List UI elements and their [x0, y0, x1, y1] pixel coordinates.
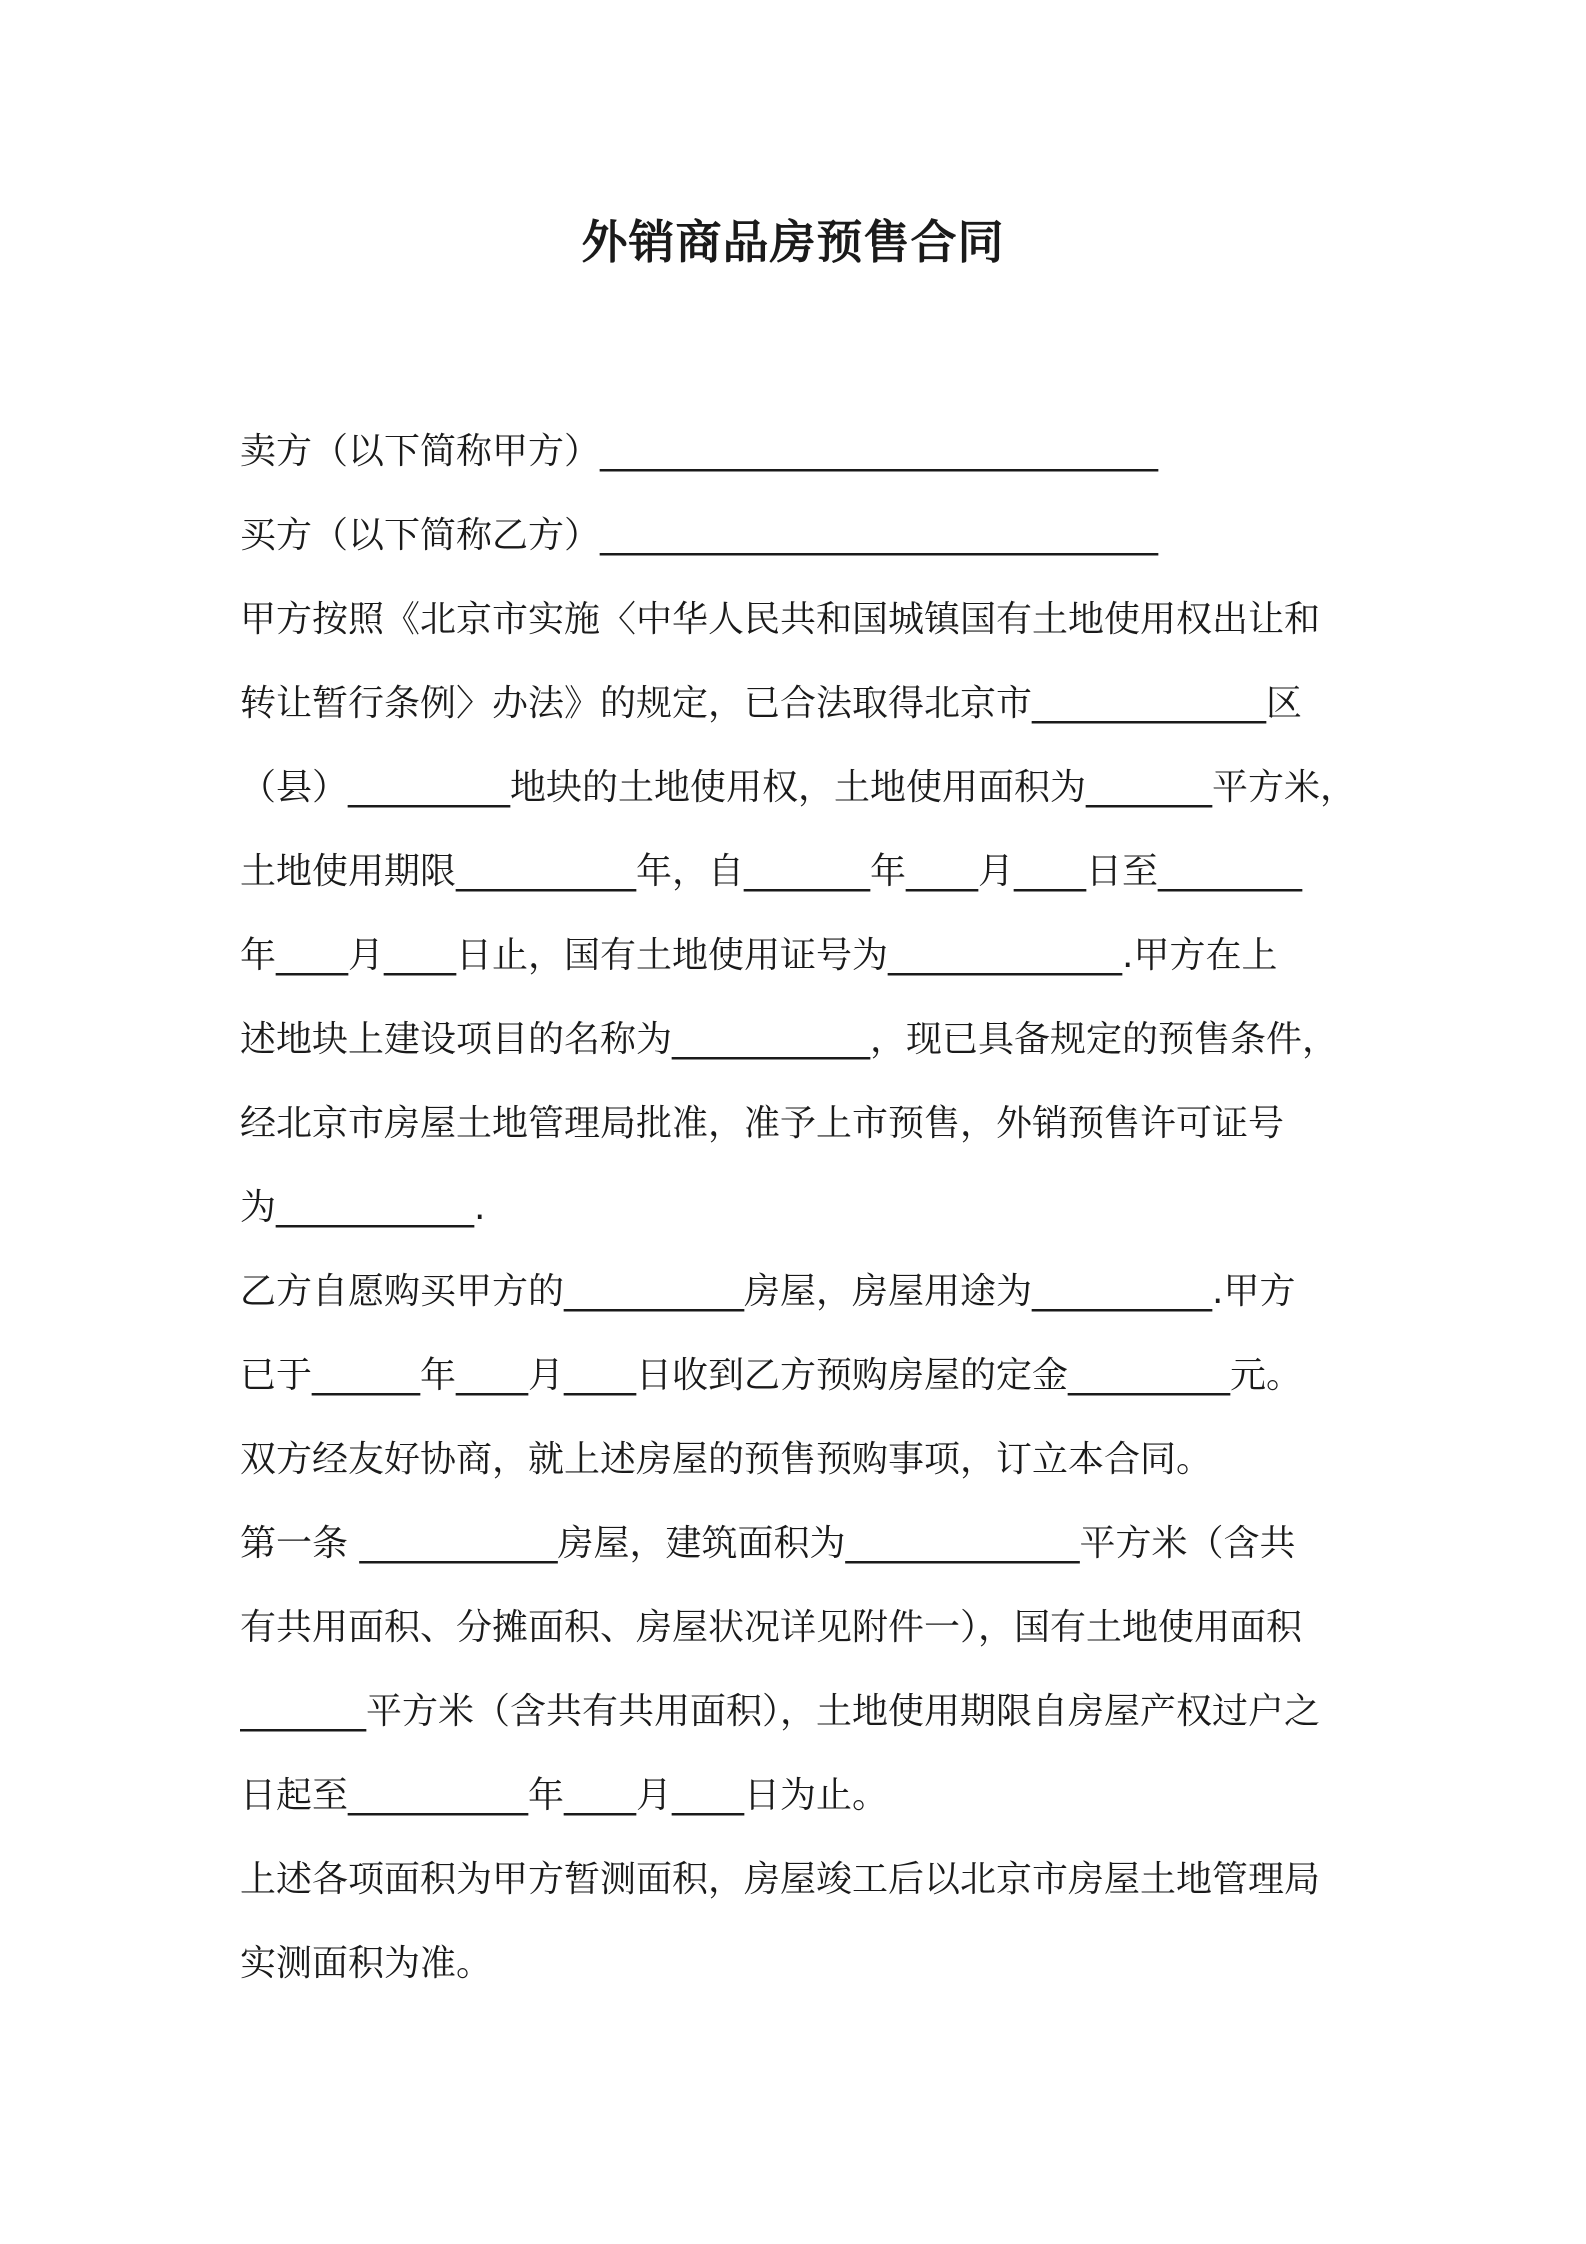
body-line: （县）_________地块的土地使用权，土地使用面积为_______平方米， [240, 767, 1357, 808]
body-line: 述地块上建设项目的名称为___________，现已具备规定的预售条件， [240, 1019, 1339, 1060]
body-line: 经北京市房屋土地管理局批准，准予上市预售，外销预售许可证号 [240, 1103, 1285, 1144]
buyer-line: 买方（以下简称乙方）_______________________________ [240, 515, 1159, 556]
body-line: 乙方自愿购买甲方的__________房屋，房屋用途为__________.甲方 [240, 1271, 1296, 1312]
body-line: 已于______年____月____日收到乙方预购房屋的定金_________元。 [240, 1355, 1303, 1396]
contract-body [240, 410, 1365, 2006]
body-line: 为___________. [240, 1187, 486, 1228]
article-one-line: 第一条 ___________房屋，建筑面积为_____________平方米（含共 [240, 1523, 1296, 1564]
document-title: 外销商品房预售合同 [581, 215, 1005, 269]
body-line: _______平方米（含共有共用面积），土地使用期限自房屋产权过户之 [240, 1691, 1321, 1732]
body-line: 双方经友好协商，就上述房屋的预售预购事项，订立本合同。 [240, 1439, 1213, 1480]
body-line: 转让暂行条例〉办法》的规定，已合法取得北京市_____________区 [240, 683, 1303, 724]
body-line: 土地使用期限__________年，自_______年____月____日至________ [240, 851, 1303, 892]
body-line: 上述各项面积为甲方暂测面积，房屋竣工后以北京市房屋土地管理局 [240, 1859, 1321, 1900]
body-line: 日起至__________年____月____日为止。 [240, 1775, 889, 1816]
seller-line: 卖方（以下简称甲方）_______________________________ [240, 431, 1159, 472]
body-line: 年____月____日止，国有土地使用证号为_____________.甲方在上 [240, 935, 1278, 976]
body-line: 甲方按照《北京市实施〈中华人民共和国城镇国有土地使用权出让和 [240, 599, 1321, 640]
body-line: 有共用面积、分摊面积、房屋状况详见附件一），国有土地使用面积 [240, 1607, 1303, 1648]
body-line: 实测面积为准。 [240, 1943, 493, 1984]
